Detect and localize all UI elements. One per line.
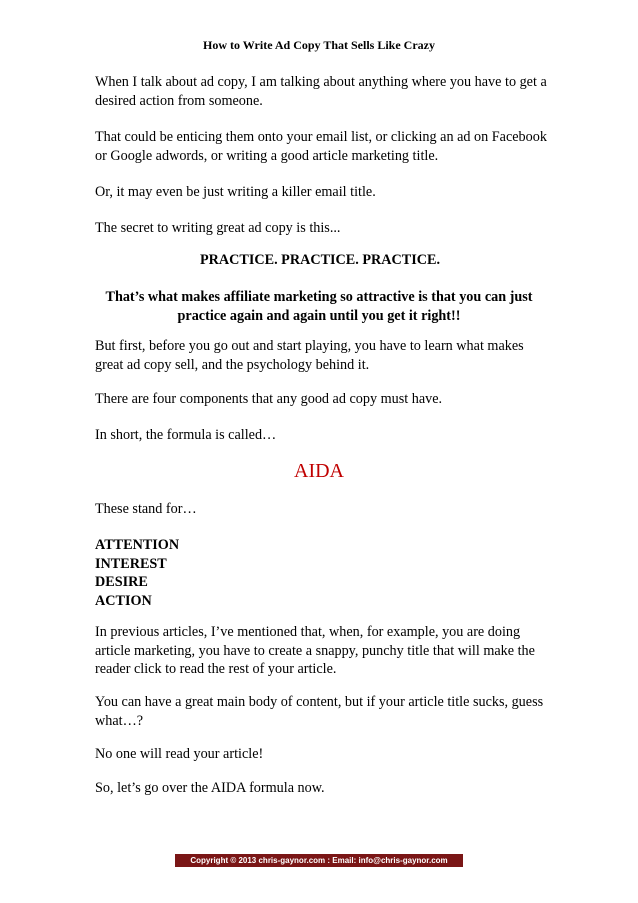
emphasis-practice: PRACTICE. PRACTICE. PRACTICE. bbox=[199, 252, 441, 268]
page-header-title: How to Write Ad Copy That Sells Like Crazy bbox=[202, 38, 435, 52]
paragraph-title-sucks: You can have a great main body of content, but if your article title sucks, guess what…? bbox=[95, 694, 544, 729]
component-action: ACTION bbox=[95, 592, 152, 609]
paragraph-examples: That could be enticing them onto your email list, or clicking an ad on Facebook or Google adwords, or writing a good article marketing title. bbox=[95, 129, 547, 164]
aida-heading: AIDA bbox=[294, 460, 344, 482]
component-attention: ATTENTION bbox=[95, 537, 180, 553]
paragraph-four-components: There are four components that any good ad copy must have. bbox=[95, 391, 443, 407]
paragraph-go-over-formula: So, let’s go over the AIDA formula now. bbox=[95, 780, 325, 796]
component-desire: DESIRE bbox=[95, 574, 148, 590]
component-interest: INTEREST bbox=[95, 555, 167, 572]
paragraph-previous-articles: In previous articles, I’ve mentioned that, when, for example, you are doing article marketing, you have to create a snappy, punchy title that will make the reader click to read the rest of your article. bbox=[95, 624, 535, 677]
paragraph-killer-email-title: Or, it may even be just writing a killer email title. bbox=[95, 184, 376, 200]
paragraph-secret: The secret to writing great ad copy is this... bbox=[95, 220, 341, 236]
paragraph-stand-for: These stand for… bbox=[95, 501, 197, 517]
copyright-footer: Copyright © 2013 chris-gaynor.com : Email: info@chris-gaynor.com bbox=[175, 854, 463, 867]
emphasis-affiliate-marketing: That’s what makes affiliate marketing so attractive is that you can just practice again and again until you get it right!! bbox=[105, 289, 533, 324]
paragraph-formula-called: In short, the formula is called… bbox=[95, 427, 277, 443]
aida-components-list bbox=[95, 536, 179, 610]
paragraph-ad-copy-definition: When I talk about ad copy, I am talking about anything where you have to get a desired action from someone. bbox=[95, 74, 547, 109]
paragraph-before-playing: But first, before you go out and start playing, you have to learn what makes great ad copy sell, and the psychology behind it. bbox=[95, 338, 524, 373]
paragraph-no-one-reads: No one will read your article! bbox=[95, 746, 264, 762]
